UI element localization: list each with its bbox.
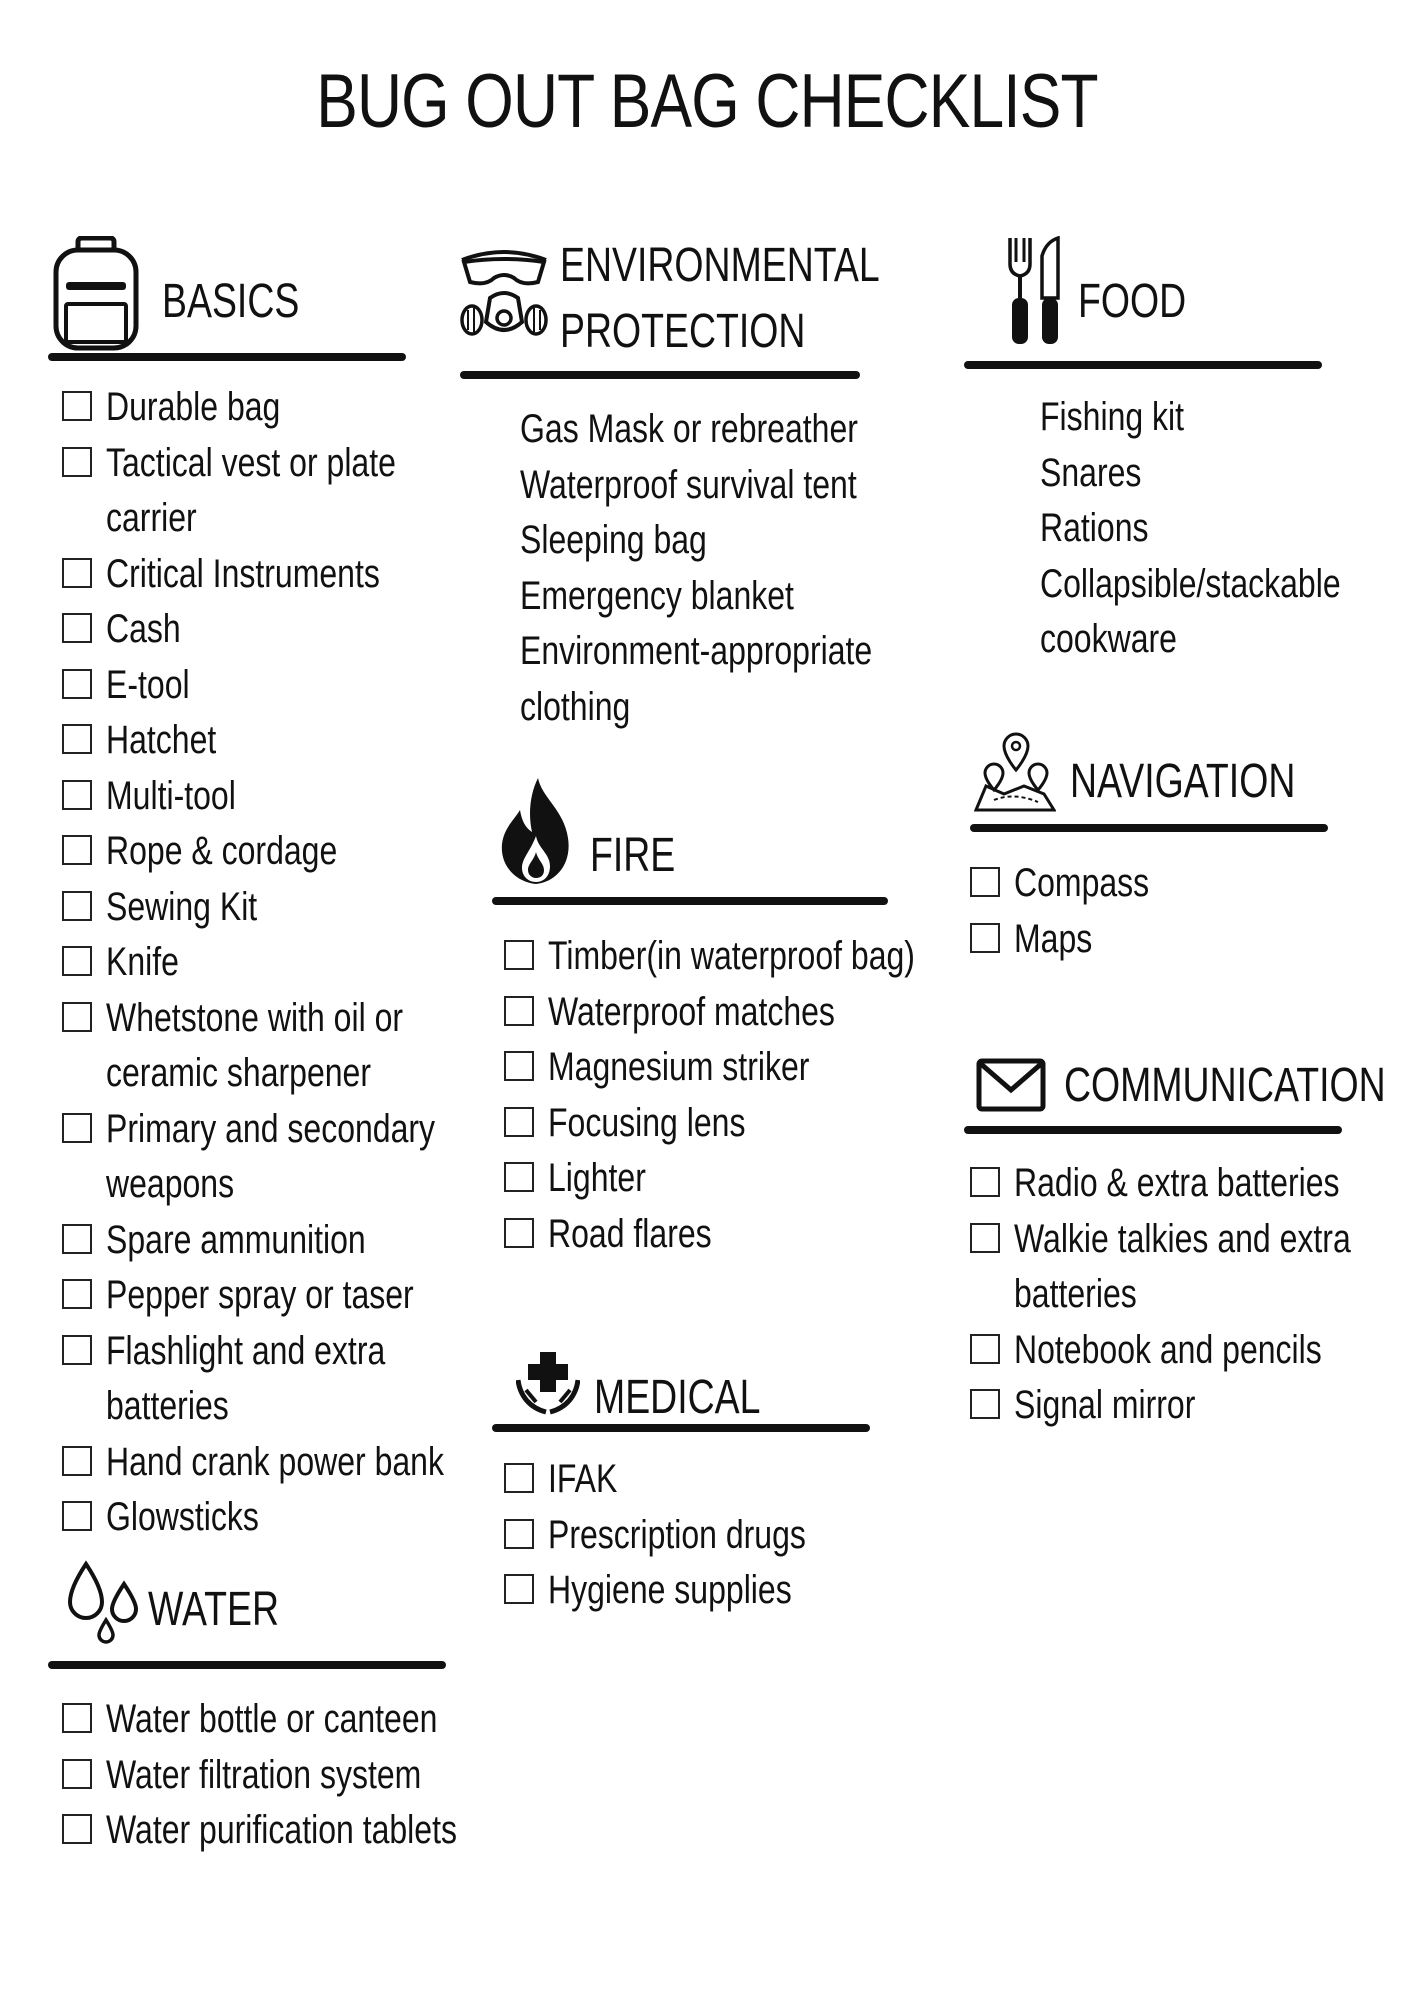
medical-divider [492, 1424, 870, 1432]
fork-knife-icon [1006, 236, 1062, 346]
checkbox[interactable] [504, 1162, 534, 1192]
list-item: Environment-appropriate [520, 629, 873, 673]
list-item-continuation: weapons [106, 1162, 235, 1206]
list-item[interactable]: Whetstone with oil or [62, 991, 528, 1047]
list-item[interactable]: Magnesium striker [504, 1040, 1007, 1096]
list-item[interactable]: Cash [62, 602, 528, 658]
fire-title: FIRE [590, 829, 676, 882]
list-item[interactable]: Hatchet [62, 713, 528, 769]
list-item: Gas Mask or rebreather [520, 407, 858, 451]
checkbox[interactable] [970, 867, 1000, 897]
list-item[interactable]: Tactical vest or plate [62, 436, 528, 492]
list-item[interactable]: Maps [970, 912, 1183, 968]
checkbox[interactable] [62, 835, 92, 865]
food-title: FOOD [1078, 275, 1187, 328]
fire-divider [492, 897, 888, 905]
list-item[interactable]: Primary and secondary [62, 1102, 528, 1158]
goggles-gas-mask-icon [458, 246, 550, 350]
fire-list [504, 929, 1007, 1262]
checkbox[interactable] [970, 1334, 1000, 1364]
list-item: Rations [1040, 506, 1149, 550]
list-item: Snares [1040, 450, 1142, 495]
communication-divider [964, 1126, 1342, 1134]
checkbox[interactable] [62, 724, 92, 754]
list-item-continuation: carrier [106, 496, 197, 540]
list-item[interactable]: Water purification tablets [62, 1803, 545, 1859]
list-item[interactable]: IFAK [504, 1452, 870, 1508]
checkbox[interactable] [62, 1335, 92, 1365]
list-item-continuation: batteries [106, 1384, 229, 1428]
list-item[interactable]: Notebook and pencils [970, 1323, 1414, 1379]
list-item[interactable]: Knife [62, 935, 528, 991]
checkbox[interactable] [504, 1051, 534, 1081]
list-item[interactable]: Critical Instruments [62, 547, 528, 603]
list-item[interactable]: Water bottle or canteen [62, 1692, 545, 1748]
communication-list [970, 1156, 1414, 1434]
basics-title: BASICS [162, 275, 300, 328]
list-item: Collapsible/stackable [1040, 561, 1341, 606]
list-item[interactable]: E-tool [62, 658, 528, 714]
checkbox[interactable] [62, 1501, 92, 1531]
checkbox[interactable] [970, 1223, 1000, 1253]
environmental-divider [460, 371, 860, 379]
checkbox[interactable] [62, 1759, 92, 1789]
checkbox[interactable] [62, 1703, 92, 1733]
navigation-list [970, 856, 1183, 967]
map-pin-icon [974, 730, 1056, 812]
list-item[interactable]: Pepper spray or taser [62, 1268, 528, 1324]
checkbox[interactable] [504, 1107, 534, 1137]
list-item[interactable]: Hygiene supplies [504, 1563, 870, 1619]
list-item[interactable]: Waterproof matches [504, 985, 1007, 1041]
environmental-title-line1: ENVIRONMENTAL [560, 239, 880, 292]
checkbox[interactable] [62, 391, 92, 421]
list-item-continuation: clothing [520, 684, 631, 729]
water-divider [48, 1661, 446, 1669]
list-item[interactable]: Hand crank power bank [62, 1435, 528, 1491]
communication-title: COMMUNICATION [1064, 1059, 1386, 1112]
checkbox[interactable] [504, 996, 534, 1026]
environmental-list [520, 402, 960, 735]
checkbox[interactable] [970, 1389, 1000, 1419]
list-item[interactable]: Durable bag [62, 380, 528, 436]
checkbox[interactable] [62, 1279, 92, 1309]
list-item[interactable]: Focusing lens [504, 1096, 1007, 1152]
list-item: Sleeping bag [520, 518, 707, 562]
checkbox[interactable] [504, 1574, 534, 1604]
checkbox[interactable] [62, 1113, 92, 1143]
water-drops-icon [64, 1560, 144, 1644]
checkbox[interactable] [504, 1519, 534, 1549]
backpack-icon [50, 236, 142, 352]
checkbox[interactable] [504, 1463, 534, 1493]
navigation-divider [970, 824, 1328, 832]
list-item[interactable]: Sewing Kit [62, 880, 528, 936]
list-item[interactable]: Multi-tool [62, 769, 528, 825]
list-item[interactable]: Road flares [504, 1207, 1007, 1263]
list-item: Waterproof survival tent [520, 462, 857, 507]
list-item[interactable]: Lighter [504, 1151, 1007, 1207]
food-divider [964, 361, 1322, 369]
checkbox[interactable] [970, 923, 1000, 953]
list-item[interactable]: Glowsticks [62, 1490, 528, 1546]
list-item[interactable]: Spare ammunition [62, 1213, 528, 1269]
list-item-continuation: cookware [1040, 617, 1177, 661]
list-item[interactable]: Prescription drugs [504, 1508, 870, 1564]
checkbox[interactable] [62, 669, 92, 699]
water-title: WATER [148, 1583, 280, 1636]
environmental-title-line2: PROTECTION [560, 305, 806, 358]
checkbox[interactable] [62, 1002, 92, 1032]
basics-list [62, 380, 528, 1546]
basics-divider [48, 353, 406, 361]
list-item[interactable]: Water filtration system [62, 1748, 545, 1804]
list-item[interactable]: Radio & extra batteries [970, 1156, 1414, 1212]
navigation-title: NAVIGATION [1070, 755, 1296, 808]
checkbox[interactable] [62, 946, 92, 976]
flame-icon [498, 776, 574, 886]
list-item[interactable]: Timber(in waterproof bag) [504, 929, 1007, 985]
list-item-continuation: batteries [1014, 1272, 1137, 1316]
list-item[interactable]: Compass [970, 856, 1183, 912]
medical-title: MEDICAL [594, 1371, 761, 1424]
medical-hands-icon [516, 1350, 580, 1416]
checkbox[interactable] [62, 558, 92, 588]
checkbox[interactable] [62, 780, 92, 810]
medical-list [504, 1452, 870, 1619]
checkbox[interactable] [970, 1167, 1000, 1197]
list-item-continuation: ceramic sharpener [106, 1051, 371, 1095]
checkbox[interactable] [62, 1814, 92, 1844]
page-title: BUG OUT BAG CHECKLIST [316, 59, 1098, 144]
food-list [1040, 390, 1414, 668]
checkbox[interactable] [504, 1218, 534, 1248]
list-item[interactable]: Signal mirror [970, 1378, 1414, 1434]
list-item[interactable]: Flashlight and extra [62, 1324, 528, 1380]
list-item[interactable]: Rope & cordage [62, 824, 528, 880]
list-item: Fishing kit [1040, 395, 1185, 439]
checkbox[interactable] [62, 613, 92, 643]
checkbox[interactable] [62, 891, 92, 921]
checkbox[interactable] [504, 940, 534, 970]
checkbox[interactable] [62, 1224, 92, 1254]
list-item[interactable]: Walkie talkies and extra [970, 1212, 1414, 1268]
water-list [62, 1692, 545, 1859]
checkbox[interactable] [62, 1446, 92, 1476]
list-item: Emergency blanket [520, 573, 794, 618]
envelope-icon [976, 1058, 1046, 1112]
checkbox[interactable] [62, 447, 92, 477]
